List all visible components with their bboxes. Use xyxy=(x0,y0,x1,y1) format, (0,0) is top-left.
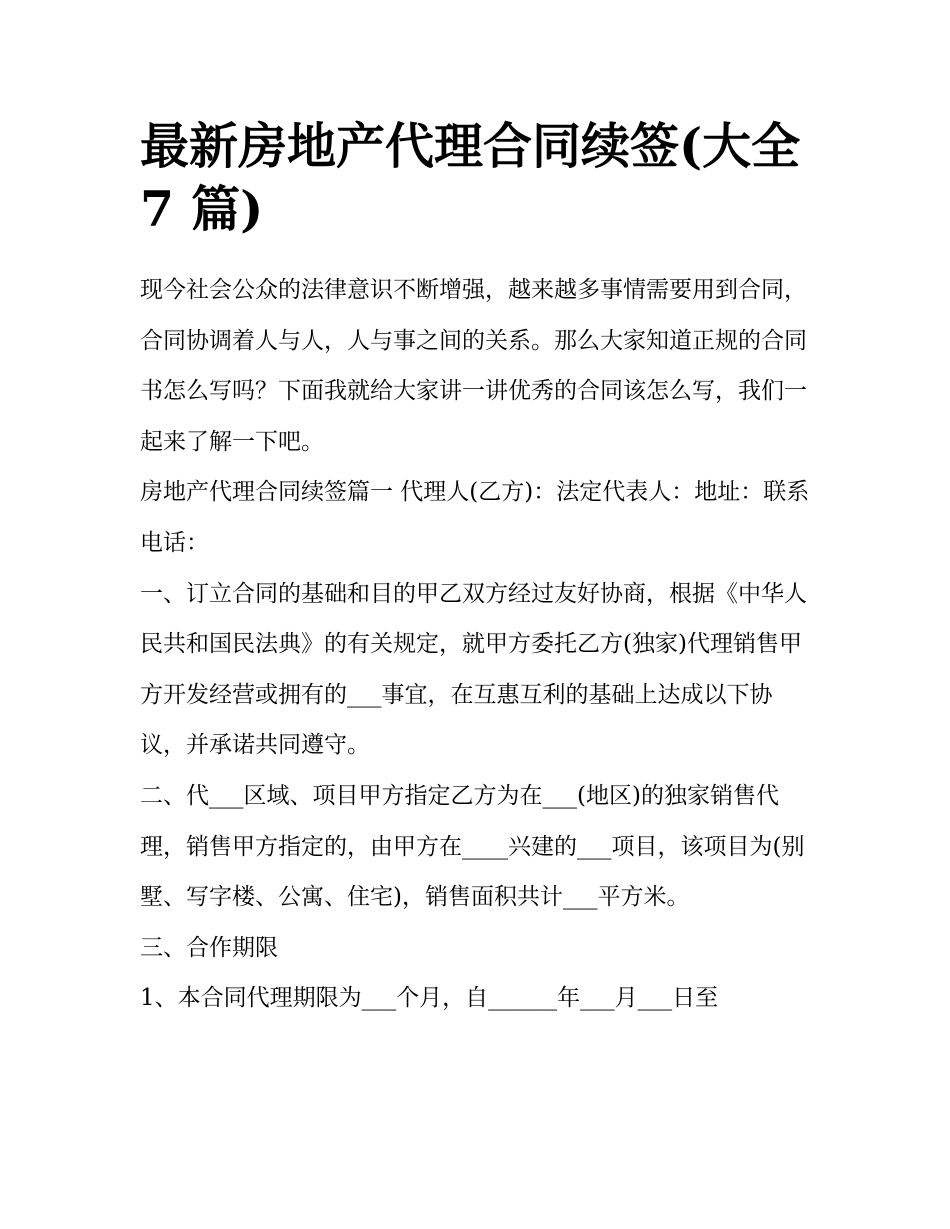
paragraph-intro: 现今社会公众的法律意识不断增强，越来越多事情需要用到合同，合同协调着人与人，人与事之间的关系。那么大家知道正规的合同书怎么写吗？下面我就给大家讲一讲优秀的合同该怎么写，我们一起来了解一下吧。 xyxy=(140,277,807,455)
paragraph-section-2: 二、代___区域、项目甲方指定乙方为在___(地区)的独家销售代理，销售甲方指定的，由甲方在____兴建的___项目，该项目为(别墅、写字楼、公寓、住宅)，销售面积共计___平方米。 xyxy=(140,782,805,911)
title-spacer xyxy=(140,241,815,265)
paragraph-clause-1: 1、本合同代理期限为___个月，自______年___月___日至 xyxy=(140,985,719,1012)
document-title: 最新房地产代理合同续签(大全 7 篇) xyxy=(140,117,801,238)
paragraph-parties: 房地产代理合同续签篇一 代理人(乙方)：法定代表人：地址：联系电话： xyxy=(140,479,810,556)
document-body xyxy=(140,115,815,1024)
paragraph-section-1: 一、订立合同的基础和目的甲乙双方经过友好协商，根据《中华人民共和国民法典》的有关规定，就甲方委托乙方(独家)代理销售甲方开发经营或拥有的___事宜，在互惠互利的基础上达成以下协议，并承诺共同遵守。 xyxy=(140,580,807,759)
paragraph-section-3-heading: 三、合作期限 xyxy=(140,934,278,961)
